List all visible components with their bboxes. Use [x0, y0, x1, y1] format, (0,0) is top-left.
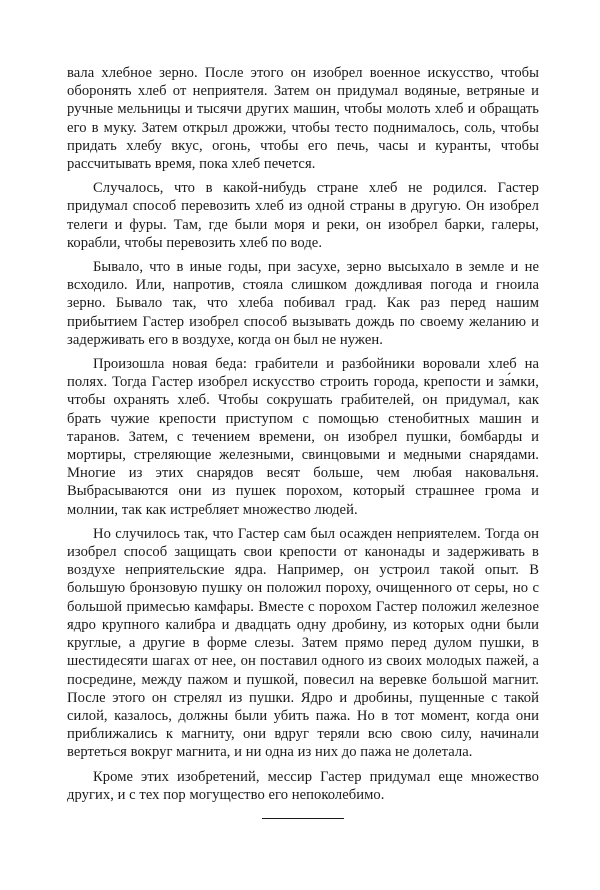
- paragraph-1: вала хлебное зерно. После этого он изобрел военное искусство, чтобы оборонять хлеб от неприятеля. Затем он придумал водяные, ветряные и ручные мельницы и тысячи других машин, чтобы молоть хлеб и обращать его в муку. Затем открыл дрожжи, чтобы тесто поднималось, соль, чтобы придать хлебу вкус, огонь, чтобы его печь, часы и куранты, чтобы рассчитывать время, пока хлеб печется.: [67, 65, 539, 173]
- paragraph-2: Случалось, что в какой-нибудь стране хлеб не родился. Гастер придумал способ перевозить хлеб из одной страны в другую. Он изобрел телеги и фуры. Там, где были моря и реки, он изобрел барки, галеры, корабли, чтобы перевозить хлеб по воде.: [67, 180, 539, 251]
- end-divider: [262, 818, 344, 819]
- paragraph-4: Произошла новая беда: грабители и разбойники воровали хлеб на полях. Тогда Гастер изобрел искусство строить города, крепости и за́мки, чтобы охранять хлеб. Чтобы сокрушать грабителей, он придумал, как брать чужие крепости приступом с помощью стенобитных машин и таранов. Затем, с течением времени, он изобрел пушки, бомбарды и мортиры, стреляющие железными, свинцовыми и медными снарядами. Многие из этих снарядов весят больше, чем любая наковальня. Выбрасываются они из пушек порохом, который страшнее грома и молнии, так как истребляет множество людей.: [67, 356, 539, 518]
- paragraph-6: Кроме этих изобретений, мессир Гастер придумал еще множество других, и с тех пор могущество его непоколебимо.: [67, 768, 539, 803]
- paragraph-3: Бывало, что в иные годы, при засухе, зерно высыхало в земле и не всходило. Или, напротив, стояла слишком дождливая погода и гноила зерно. Бывало так, что хлеба побивал град. Как раз перед нашим прибытием Гастер изобрел способ вызывать дождь по своему желанию и задерживать его в воздухе, когда он был не нужен.: [67, 259, 539, 348]
- paragraph-5: Но случилось так, что Гастер сам был осажден неприятелем. Тогда он изобрел способ защищать свои крепости от канонады и задерживать в воздухе неприятельские ядра. Например, он устроил такой опыт. В большую бронзовую пушку он положил пороху, очищенного от серы, но с большой примесью камфары. Вместе с порохом Гастер положил железное ядро крупного калибра и двадцать одну дробину, из которых одни были круглые, а другие в форме слезы. Затем прямо перед дулом пушки, в шестидесяти шагах от нее, он поставил одного из своих молодых пажей, а посредине, между пажом и пушкой, повесил на веревке большой магнит. После этого он стрелял из пушки. Ядро и дробины, пущенные с такой силой, казалось, должны были убить пажа. Но в тот момент, когда они приближались к магниту, они вдруг теряли всю свою силу, начинали вертеться вокруг магнита, и ни одна из них до пажа не долетала.: [67, 525, 539, 761]
- page-text: [67, 64, 539, 819]
